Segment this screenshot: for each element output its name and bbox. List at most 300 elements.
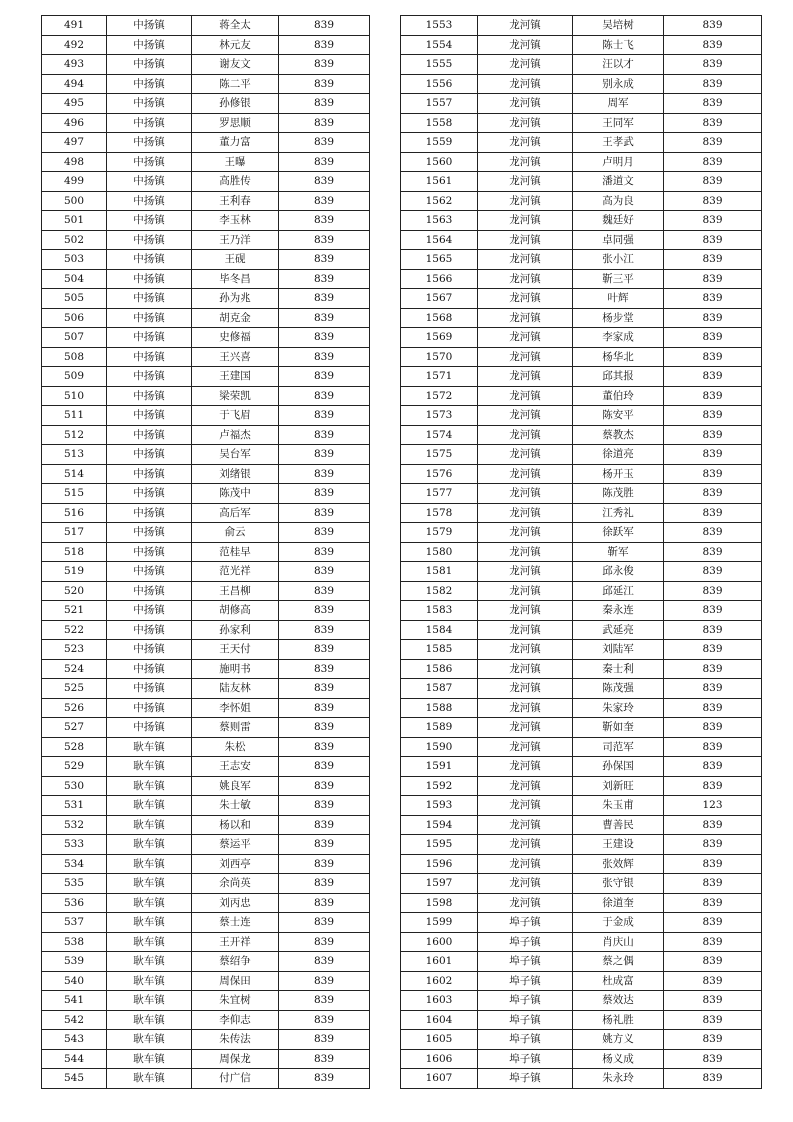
township-cell: 耿车镇 xyxy=(107,815,192,835)
amount-cell: 839 xyxy=(279,503,370,523)
table-row xyxy=(401,913,762,933)
person-name-cell: 秦永连 xyxy=(573,601,664,621)
table-row xyxy=(42,347,370,367)
person-name-cell: 卢明月 xyxy=(573,152,664,172)
table-row xyxy=(42,776,370,796)
table-row xyxy=(42,815,370,835)
amount-cell: 839 xyxy=(664,952,762,972)
amount-cell: 839 xyxy=(664,698,762,718)
person-name-cell: 董伯玲 xyxy=(573,386,664,406)
row-number-cell: 497 xyxy=(42,133,107,153)
amount-cell: 839 xyxy=(664,991,762,1011)
row-number-cell: 1605 xyxy=(401,1030,478,1050)
amount-cell: 839 xyxy=(279,698,370,718)
row-number-cell: 491 xyxy=(42,16,107,36)
table-row xyxy=(401,35,762,55)
row-number-cell: 495 xyxy=(42,94,107,114)
township-cell: 中扬镇 xyxy=(107,289,192,309)
person-name-cell: 董力富 xyxy=(192,133,279,153)
amount-cell: 839 xyxy=(664,55,762,75)
amount-cell: 839 xyxy=(664,835,762,855)
row-number-cell: 1599 xyxy=(401,913,478,933)
table-row xyxy=(42,74,370,94)
table-row xyxy=(401,757,762,777)
amount-cell: 839 xyxy=(279,484,370,504)
township-cell: 中扬镇 xyxy=(107,484,192,504)
amount-cell: 839 xyxy=(279,74,370,94)
row-number-cell: 521 xyxy=(42,601,107,621)
township-cell: 埠子镇 xyxy=(478,952,573,972)
row-number-cell: 543 xyxy=(42,1030,107,1050)
township-cell: 龙河镇 xyxy=(478,230,573,250)
person-name-cell: 王曝 xyxy=(192,152,279,172)
township-cell: 龙河镇 xyxy=(478,698,573,718)
table-row xyxy=(401,1049,762,1069)
amount-cell: 839 xyxy=(664,386,762,406)
amount-cell: 839 xyxy=(664,913,762,933)
row-number-cell: 528 xyxy=(42,737,107,757)
township-cell: 中扬镇 xyxy=(107,620,192,640)
person-name-cell: 余尚英 xyxy=(192,874,279,894)
amount-cell: 839 xyxy=(279,796,370,816)
amount-cell: 839 xyxy=(664,367,762,387)
row-number-cell: 1595 xyxy=(401,835,478,855)
township-cell: 龙河镇 xyxy=(478,640,573,660)
amount-cell: 839 xyxy=(664,659,762,679)
person-name-cell: 潘道文 xyxy=(573,172,664,192)
person-name-cell: 杨礼胜 xyxy=(573,1010,664,1030)
amount-cell: 839 xyxy=(279,464,370,484)
row-number-cell: 507 xyxy=(42,328,107,348)
amount-cell: 839 xyxy=(279,913,370,933)
row-number-cell: 500 xyxy=(42,191,107,211)
township-cell: 龙河镇 xyxy=(478,815,573,835)
person-name-cell: 付广信 xyxy=(192,1069,279,1089)
row-number-cell: 1587 xyxy=(401,679,478,699)
amount-cell: 839 xyxy=(279,971,370,991)
person-name-cell: 胡克金 xyxy=(192,308,279,328)
person-name-cell: 王志安 xyxy=(192,757,279,777)
township-cell: 中扬镇 xyxy=(107,445,192,465)
table-row xyxy=(401,796,762,816)
amount-cell: 839 xyxy=(664,718,762,738)
person-name-cell: 吴台军 xyxy=(192,445,279,465)
row-number-cell: 1582 xyxy=(401,581,478,601)
person-name-cell: 蔡运平 xyxy=(192,835,279,855)
amount-cell: 839 xyxy=(279,854,370,874)
table-row xyxy=(401,250,762,270)
row-number-cell: 1563 xyxy=(401,211,478,231)
table-row xyxy=(401,679,762,699)
amount-cell: 839 xyxy=(279,152,370,172)
table-row xyxy=(42,35,370,55)
township-cell: 龙河镇 xyxy=(478,464,573,484)
person-name-cell: 林元友 xyxy=(192,35,279,55)
table-row xyxy=(42,55,370,75)
person-name-cell: 杨开玉 xyxy=(573,464,664,484)
amount-cell: 839 xyxy=(279,640,370,660)
amount-cell: 839 xyxy=(279,874,370,894)
amount-cell: 839 xyxy=(279,94,370,114)
amount-cell: 839 xyxy=(664,1069,762,1089)
person-name-cell: 李玉林 xyxy=(192,211,279,231)
person-name-cell: 李怀姐 xyxy=(192,698,279,718)
row-number-cell: 1560 xyxy=(401,152,478,172)
amount-cell: 839 xyxy=(664,523,762,543)
amount-cell: 839 xyxy=(664,269,762,289)
row-number-cell: 1570 xyxy=(401,347,478,367)
table-row xyxy=(401,386,762,406)
table-row xyxy=(401,55,762,75)
table-row xyxy=(401,289,762,309)
person-name-cell: 肖庆山 xyxy=(573,932,664,952)
township-cell: 埠子镇 xyxy=(478,1030,573,1050)
person-name-cell: 罗思顺 xyxy=(192,113,279,133)
township-cell: 中扬镇 xyxy=(107,308,192,328)
person-name-cell: 张效辉 xyxy=(573,854,664,874)
amount-cell: 839 xyxy=(664,893,762,913)
table-row xyxy=(42,737,370,757)
township-cell: 埠子镇 xyxy=(478,1049,573,1069)
table-row xyxy=(42,1069,370,1089)
person-name-cell: 靳军 xyxy=(573,542,664,562)
row-number-cell: 539 xyxy=(42,952,107,972)
amount-cell: 839 xyxy=(664,484,762,504)
row-number-cell: 534 xyxy=(42,854,107,874)
township-cell: 中扬镇 xyxy=(107,211,192,231)
amount-cell: 839 xyxy=(279,211,370,231)
person-name-cell: 徐跃军 xyxy=(573,523,664,543)
row-number-cell: 1576 xyxy=(401,464,478,484)
row-number-cell: 522 xyxy=(42,620,107,640)
person-name-cell: 别永成 xyxy=(573,74,664,94)
table-row xyxy=(42,679,370,699)
row-number-cell: 1603 xyxy=(401,991,478,1011)
person-name-cell: 朱松 xyxy=(192,737,279,757)
person-name-cell: 蔡则雷 xyxy=(192,718,279,738)
person-name-cell: 朱玉甫 xyxy=(573,796,664,816)
row-number-cell: 511 xyxy=(42,406,107,426)
person-name-cell: 邱延江 xyxy=(573,581,664,601)
row-number-cell: 1604 xyxy=(401,1010,478,1030)
person-name-cell: 周保龙 xyxy=(192,1049,279,1069)
table-row xyxy=(401,230,762,250)
township-cell: 中扬镇 xyxy=(107,16,192,36)
row-number-cell: 532 xyxy=(42,815,107,835)
amount-cell: 123 xyxy=(664,796,762,816)
table-row xyxy=(42,971,370,991)
amount-cell: 839 xyxy=(279,932,370,952)
township-cell: 埠子镇 xyxy=(478,1010,573,1030)
amount-cell: 839 xyxy=(664,445,762,465)
amount-cell: 839 xyxy=(279,308,370,328)
amount-cell: 839 xyxy=(279,113,370,133)
row-number-cell: 1584 xyxy=(401,620,478,640)
township-cell: 龙河镇 xyxy=(478,172,573,192)
amount-cell: 839 xyxy=(279,893,370,913)
table-row xyxy=(401,601,762,621)
table-row xyxy=(401,815,762,835)
row-number-cell: 1586 xyxy=(401,659,478,679)
township-cell: 龙河镇 xyxy=(478,484,573,504)
township-cell: 中扬镇 xyxy=(107,191,192,211)
table-row xyxy=(42,113,370,133)
person-name-cell: 蔡士连 xyxy=(192,913,279,933)
amount-cell: 839 xyxy=(279,581,370,601)
township-cell: 中扬镇 xyxy=(107,35,192,55)
table-row xyxy=(42,835,370,855)
row-number-cell: 1580 xyxy=(401,542,478,562)
amount-cell: 839 xyxy=(664,854,762,874)
table-row xyxy=(42,289,370,309)
table-row xyxy=(42,133,370,153)
table-row xyxy=(42,172,370,192)
table-row xyxy=(401,620,762,640)
table-row xyxy=(401,191,762,211)
person-name-cell: 王兴喜 xyxy=(192,347,279,367)
amount-cell: 839 xyxy=(279,562,370,582)
table-row xyxy=(401,971,762,991)
row-number-cell: 508 xyxy=(42,347,107,367)
table-row xyxy=(401,1010,762,1030)
township-cell: 中扬镇 xyxy=(107,74,192,94)
amount-cell: 839 xyxy=(279,172,370,192)
township-cell: 龙河镇 xyxy=(478,503,573,523)
amount-cell: 839 xyxy=(664,347,762,367)
table-row xyxy=(401,737,762,757)
amount-cell: 839 xyxy=(664,932,762,952)
township-cell: 中扬镇 xyxy=(107,94,192,114)
person-name-cell: 李家成 xyxy=(573,328,664,348)
township-cell: 埠子镇 xyxy=(478,1069,573,1089)
amount-cell: 839 xyxy=(279,55,370,75)
amount-cell: 839 xyxy=(279,445,370,465)
person-name-cell: 魏廷好 xyxy=(573,211,664,231)
row-number-cell: 524 xyxy=(42,659,107,679)
row-number-cell: 1571 xyxy=(401,367,478,387)
row-number-cell: 525 xyxy=(42,679,107,699)
row-number-cell: 1591 xyxy=(401,757,478,777)
table-row xyxy=(42,874,370,894)
amount-cell: 839 xyxy=(664,289,762,309)
amount-cell: 839 xyxy=(664,425,762,445)
row-number-cell: 537 xyxy=(42,913,107,933)
person-name-cell: 孙保国 xyxy=(573,757,664,777)
table-row xyxy=(401,406,762,426)
person-name-cell: 施明书 xyxy=(192,659,279,679)
table-row xyxy=(401,854,762,874)
person-name-cell: 刘新旺 xyxy=(573,776,664,796)
table-row xyxy=(401,952,762,972)
amount-cell: 839 xyxy=(279,659,370,679)
amount-cell: 839 xyxy=(664,172,762,192)
township-cell: 龙河镇 xyxy=(478,55,573,75)
table-row xyxy=(42,893,370,913)
township-cell: 龙河镇 xyxy=(478,659,573,679)
amount-cell: 839 xyxy=(664,776,762,796)
township-cell: 龙河镇 xyxy=(478,601,573,621)
row-number-cell: 1562 xyxy=(401,191,478,211)
amount-cell: 839 xyxy=(279,620,370,640)
township-cell: 龙河镇 xyxy=(478,542,573,562)
table-row xyxy=(401,562,762,582)
amount-cell: 839 xyxy=(279,289,370,309)
amount-cell: 839 xyxy=(279,835,370,855)
township-cell: 龙河镇 xyxy=(478,562,573,582)
township-cell: 中扬镇 xyxy=(107,601,192,621)
township-cell: 耿车镇 xyxy=(107,757,192,777)
amount-cell: 839 xyxy=(279,523,370,543)
table-row xyxy=(42,308,370,328)
row-number-cell: 1583 xyxy=(401,601,478,621)
township-cell: 中扬镇 xyxy=(107,250,192,270)
row-number-cell: 1557 xyxy=(401,94,478,114)
amount-cell: 839 xyxy=(664,328,762,348)
person-name-cell: 姚方义 xyxy=(573,1030,664,1050)
person-name-cell: 邱其报 xyxy=(573,367,664,387)
amount-cell: 839 xyxy=(664,601,762,621)
person-name-cell: 杨华北 xyxy=(573,347,664,367)
amount-cell: 839 xyxy=(664,640,762,660)
person-name-cell: 徐道亮 xyxy=(573,445,664,465)
row-number-cell: 1602 xyxy=(401,971,478,991)
amount-cell: 839 xyxy=(664,971,762,991)
person-name-cell: 蔡效达 xyxy=(573,991,664,1011)
person-name-cell: 靳三平 xyxy=(573,269,664,289)
row-number-cell: 515 xyxy=(42,484,107,504)
row-number-cell: 1555 xyxy=(401,55,478,75)
row-number-cell: 529 xyxy=(42,757,107,777)
table-row xyxy=(401,113,762,133)
row-number-cell: 514 xyxy=(42,464,107,484)
row-number-cell: 1558 xyxy=(401,113,478,133)
person-name-cell: 陈安平 xyxy=(573,406,664,426)
amount-cell: 839 xyxy=(279,815,370,835)
amount-cell: 839 xyxy=(279,542,370,562)
table-row xyxy=(401,211,762,231)
table-row xyxy=(42,640,370,660)
person-name-cell: 高后军 xyxy=(192,503,279,523)
township-cell: 龙河镇 xyxy=(478,367,573,387)
amount-cell: 839 xyxy=(279,347,370,367)
row-number-cell: 1601 xyxy=(401,952,478,972)
row-number-cell: 512 xyxy=(42,425,107,445)
amount-cell: 839 xyxy=(664,815,762,835)
amount-cell: 839 xyxy=(279,269,370,289)
person-name-cell: 王砚 xyxy=(192,250,279,270)
person-name-cell: 蒋全太 xyxy=(192,16,279,36)
row-number-cell: 1579 xyxy=(401,523,478,543)
township-cell: 中扬镇 xyxy=(107,542,192,562)
table-row xyxy=(401,542,762,562)
row-number-cell: 1556 xyxy=(401,74,478,94)
amount-cell: 839 xyxy=(664,581,762,601)
person-name-cell: 杨义成 xyxy=(573,1049,664,1069)
row-number-cell: 1565 xyxy=(401,250,478,270)
amount-cell: 839 xyxy=(279,1069,370,1089)
row-number-cell: 1606 xyxy=(401,1049,478,1069)
person-name-cell: 俞云 xyxy=(192,523,279,543)
amount-cell: 839 xyxy=(664,133,762,153)
row-number-cell: 503 xyxy=(42,250,107,270)
row-number-cell: 1592 xyxy=(401,776,478,796)
amount-cell: 839 xyxy=(279,737,370,757)
amount-cell: 839 xyxy=(279,386,370,406)
table-row xyxy=(42,250,370,270)
table-row xyxy=(42,757,370,777)
person-name-cell: 王开祥 xyxy=(192,932,279,952)
amount-cell: 839 xyxy=(664,503,762,523)
row-number-cell: 506 xyxy=(42,308,107,328)
amount-cell: 839 xyxy=(664,191,762,211)
row-number-cell: 1564 xyxy=(401,230,478,250)
person-name-cell: 靳如奎 xyxy=(573,718,664,738)
amount-cell: 839 xyxy=(279,601,370,621)
table-row xyxy=(401,16,762,36)
township-cell: 耿车镇 xyxy=(107,1069,192,1089)
row-number-cell: 540 xyxy=(42,971,107,991)
amount-cell: 839 xyxy=(279,991,370,1011)
row-number-cell: 1588 xyxy=(401,698,478,718)
person-name-cell: 于金成 xyxy=(573,913,664,933)
township-cell: 龙河镇 xyxy=(478,347,573,367)
person-name-cell: 秦士利 xyxy=(573,659,664,679)
township-cell: 中扬镇 xyxy=(107,230,192,250)
amount-cell: 839 xyxy=(664,620,762,640)
township-cell: 中扬镇 xyxy=(107,581,192,601)
table-row xyxy=(42,952,370,972)
township-cell: 龙河镇 xyxy=(478,523,573,543)
left-roster-table xyxy=(41,15,370,1089)
row-number-cell: 494 xyxy=(42,74,107,94)
township-cell: 中扬镇 xyxy=(107,55,192,75)
person-name-cell: 周军 xyxy=(573,94,664,114)
table-row xyxy=(42,854,370,874)
amount-cell: 839 xyxy=(279,133,370,153)
amount-cell: 839 xyxy=(664,74,762,94)
amount-cell: 839 xyxy=(279,425,370,445)
township-cell: 耿车镇 xyxy=(107,1010,192,1030)
township-cell: 龙河镇 xyxy=(478,133,573,153)
township-cell: 埠子镇 xyxy=(478,971,573,991)
amount-cell: 839 xyxy=(279,16,370,36)
person-name-cell: 卓同强 xyxy=(573,230,664,250)
table-row xyxy=(401,523,762,543)
table-row xyxy=(401,367,762,387)
amount-cell: 839 xyxy=(664,94,762,114)
table-row xyxy=(42,464,370,484)
row-number-cell: 1597 xyxy=(401,874,478,894)
table-row xyxy=(401,659,762,679)
amount-cell: 839 xyxy=(664,1049,762,1069)
table-row xyxy=(401,328,762,348)
township-cell: 中扬镇 xyxy=(107,406,192,426)
row-number-cell: 530 xyxy=(42,776,107,796)
table-row xyxy=(42,191,370,211)
person-name-cell: 刘陆军 xyxy=(573,640,664,660)
table-row xyxy=(42,562,370,582)
amount-cell: 839 xyxy=(279,776,370,796)
person-name-cell: 孙修银 xyxy=(192,94,279,114)
row-number-cell: 1581 xyxy=(401,562,478,582)
row-number-cell: 1590 xyxy=(401,737,478,757)
person-name-cell: 高为良 xyxy=(573,191,664,211)
amount-cell: 839 xyxy=(664,406,762,426)
table-row xyxy=(42,211,370,231)
township-cell: 龙河镇 xyxy=(478,250,573,270)
township-cell: 龙河镇 xyxy=(478,328,573,348)
township-cell: 龙河镇 xyxy=(478,289,573,309)
